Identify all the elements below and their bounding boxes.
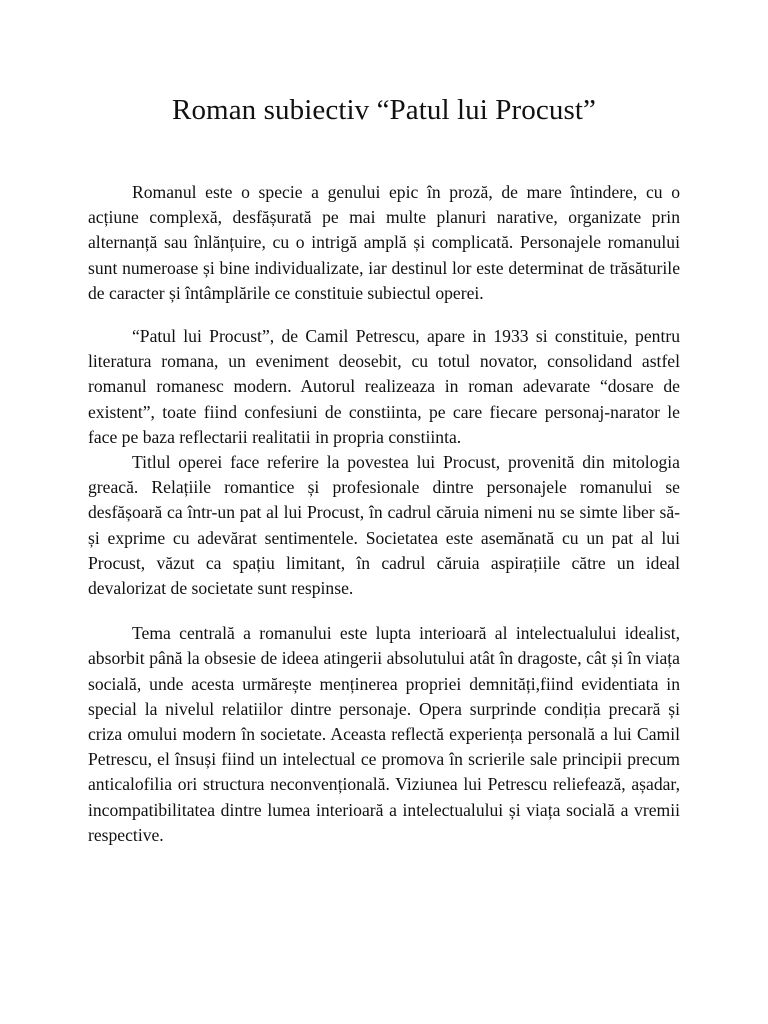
paragraph-novel-definition: Romanul este o specie a genului epic în proză, de mare întindere, cu o acțiune complexă, desfășurată pe mai multe planuri narative, organizate prin alternanță sau înlănțuire, cu o intrigă amplă și complicată. Personajele romanului sunt numeroase și bine individualizate, iar destinul lor este determinat de trăsăturile de caracter și întâmplările ce constituie subiectul operei. xyxy=(88,182,680,303)
paragraph-central-theme: Tema centrală a romanului este lupta interioară al intelectualului idealist, absorbit până la obsesie de ideea atingerii absolutului atât în dragoste, cât și în viața socială, unde acesta urmărește menținerea propriei demnități,fiind evidentiata in special la nivelul relatiilor dintre personaje. Opera surprinde condiția precară și criza omului modern în societate. Aceasta reflectă experiența personală a lui Camil Petrescu, el însuși fiind un intelectual ce promova în scrierile sale principii precum anticalofilia ori structura neconvențională. Viziunea lui Petrescu reliefează, așadar, incompatibilitatea dintre lumea interioară a intelectualului și viața socială a vremii respective. xyxy=(88,623,680,845)
document-page xyxy=(88,0,680,848)
paragraph-title-meaning: Titlul operei face referire la povestea lui Procust, provenită din mitologia greacă. Relațiile romantice și profesionale dintre personajele romanului se desfășoară ca într-un pat al lui Procust, în cadrul căruia nimeni nu se simte liber să-și exprime cu adevărat sentimentele. Societatea este asemănată cu un pat al lui Procust, văzut ca spațiu limitant, în cadrul căruia aspirațiile către un ideal devalorizat de societate sunt respinse. xyxy=(88,452,680,599)
document-title: Roman subiectiv “Patul lui Procust” xyxy=(172,94,596,126)
paragraph-publication: “Patul lui Procust”, de Camil Petrescu, apare in 1933 si constituie, pentru literatura romana, un eveniment deosebit, cu totul novator, consolidand astfel romanul romanesc modern. Autorul realizeaza in roman adevarate “dosare de existent”, toate fiind confesiuni de constiinta, pe care fiecare personaj-narator le face pe baza reflectarii realitatii in propria constiinta. xyxy=(88,326,680,447)
